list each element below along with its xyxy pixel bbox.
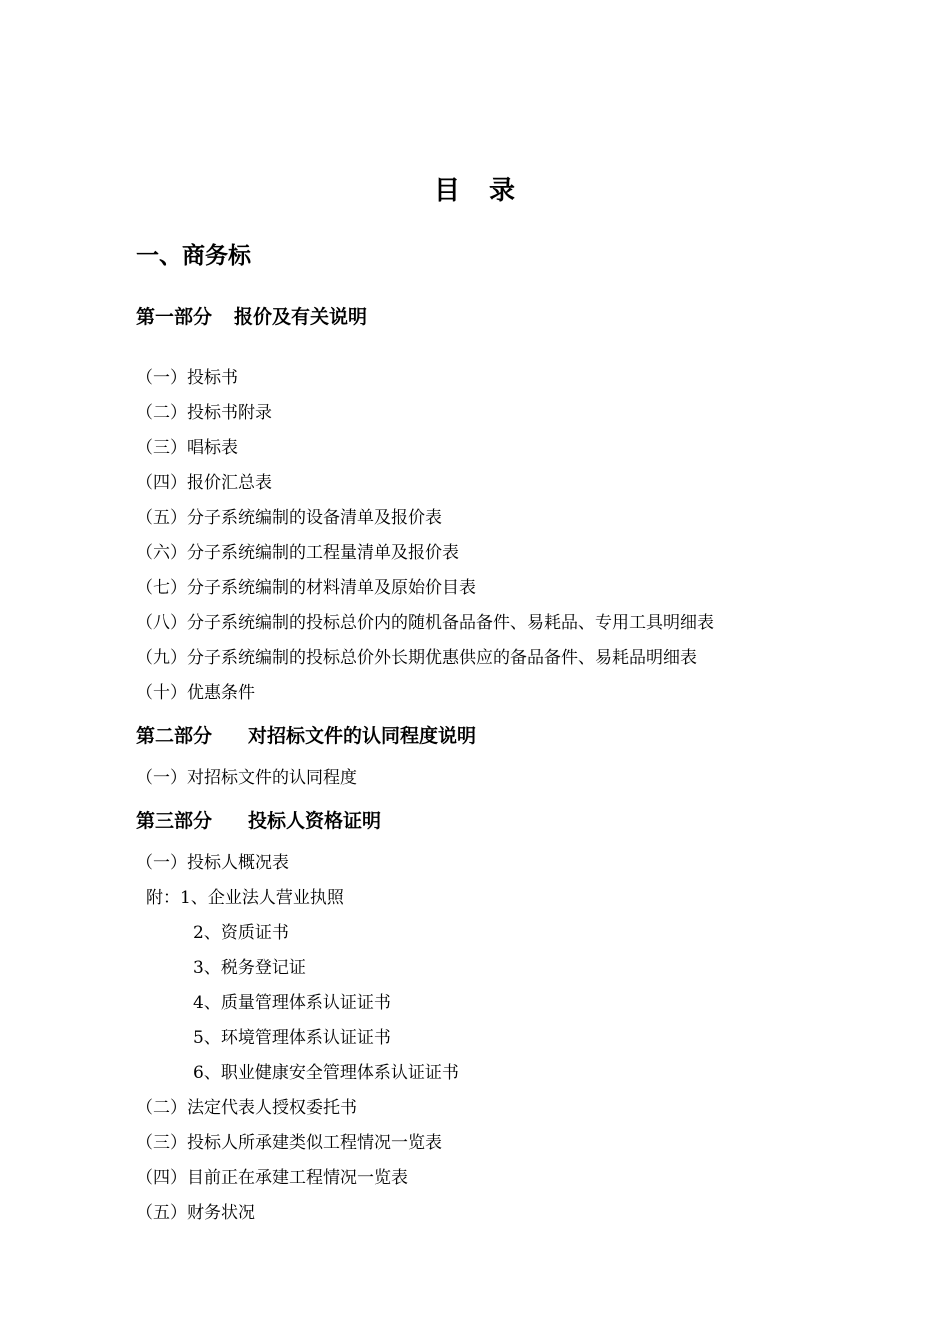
part1-item: （八）分子系统编制的投标总价内的随机备品备件、易耗品、专用工具明细表	[136, 613, 714, 633]
part3-appendix: 附：1、企业法人营业执照	[146, 888, 344, 908]
part2-title: 对招标文件的认同程度说明	[248, 725, 477, 747]
part1-item: （九）分子系统编制的投标总价外长期优惠供应的备品备件、易耗品明细表	[136, 648, 697, 668]
part2-item: （一）对招标文件的认同程度	[136, 768, 357, 788]
section-heading-business: 一、商务标	[136, 243, 251, 269]
part3-item: （四）目前正在承建工程情况一览表	[136, 1168, 408, 1188]
part1-item: （二）投标书附录	[136, 403, 272, 423]
part1-item: （一）投标书	[136, 368, 238, 388]
part3-sub-item: 5、环境管理体系认证证书	[193, 1028, 391, 1048]
part1-heading	[136, 302, 367, 329]
part3-heading	[136, 806, 381, 833]
part2-label: 第二部分	[136, 725, 213, 747]
part3-item: （二）法定代表人授权委托书	[136, 1098, 357, 1118]
toc-title	[0, 170, 950, 207]
part1-item: （六）分子系统编制的工程量清单及报价表	[136, 543, 459, 563]
part1-label: 第一部分	[136, 306, 213, 328]
part1-item: （三）唱标表	[136, 438, 238, 458]
part3-item: （五）财务状况	[136, 1203, 255, 1223]
part1-item: （七）分子系统编制的材料清单及原始价目表	[136, 578, 476, 598]
part3-title: 投标人资格证明	[248, 810, 382, 832]
part1-title: 报价及有关说明	[234, 306, 368, 328]
toc-title-left: 目	[433, 176, 461, 206]
part3-sub-item: 3、税务登记证	[193, 958, 306, 978]
part1-item: （五）分子系统编制的设备清单及报价表	[136, 508, 442, 528]
part3-item: （三）投标人所承建类似工程情况一览表	[136, 1133, 442, 1153]
part1-item: （十）优惠条件	[136, 683, 255, 703]
toc-title-right: 录	[489, 176, 517, 206]
part3-sub-item: 2、资质证书	[193, 923, 289, 943]
part3-sub-item: 4、质量管理体系认证证书	[193, 993, 391, 1013]
part3-item: （一）投标人概况表	[136, 853, 289, 873]
part3-label: 第三部分	[136, 810, 213, 832]
part2-heading	[136, 721, 476, 748]
part3-sub-item: 6、职业健康安全管理体系认证证书	[193, 1063, 459, 1083]
part1-item: （四）报价汇总表	[136, 473, 272, 493]
